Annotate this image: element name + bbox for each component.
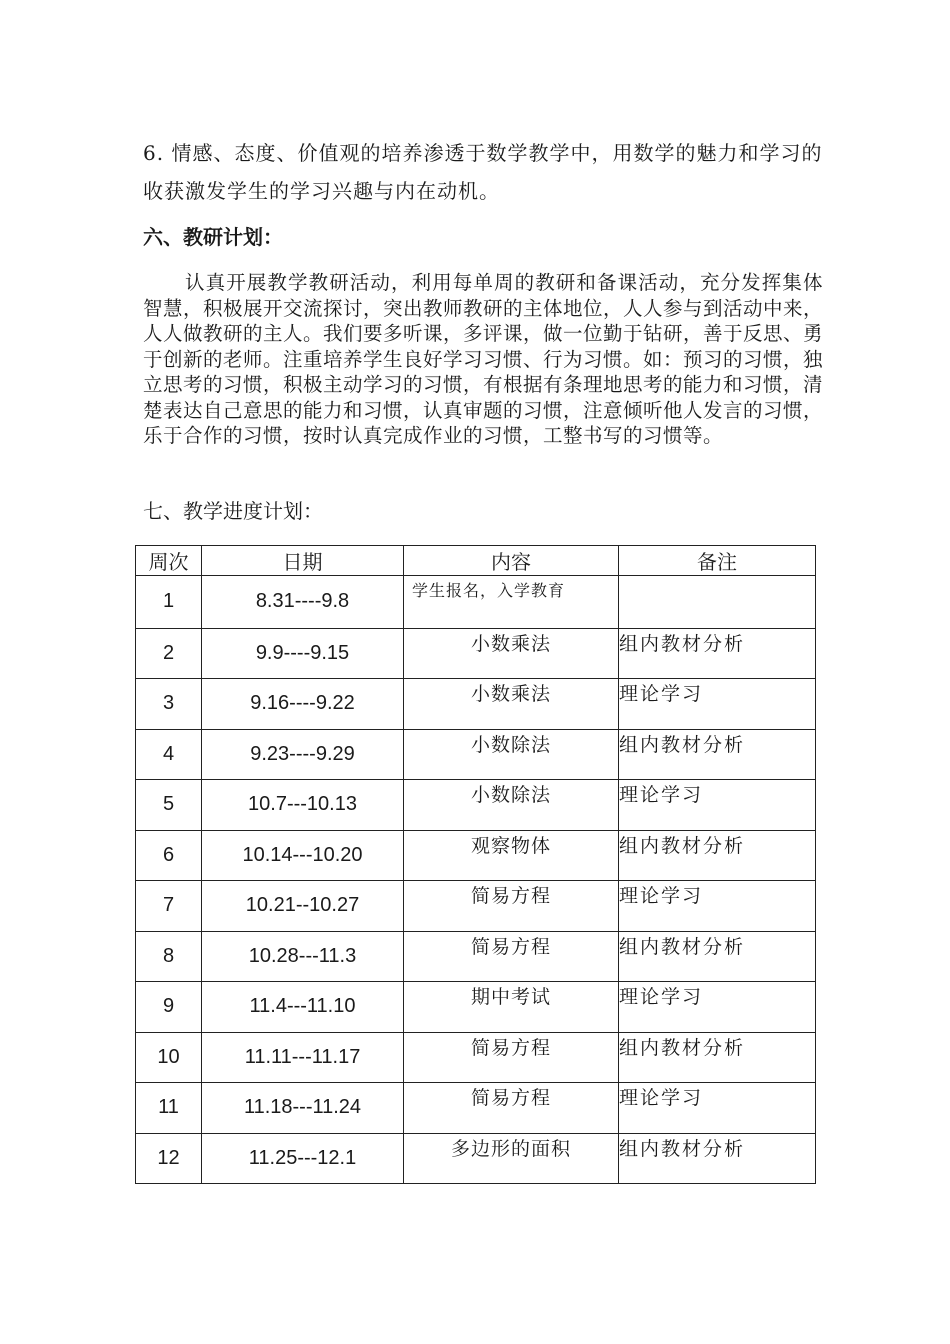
date-cell: 11.11---11.17 <box>202 1032 404 1083</box>
schedule-table <box>135 545 816 1184</box>
content-cell: 小数乘法 <box>404 628 619 679</box>
schedule-heading: 七、教学进度计划： <box>143 499 323 523</box>
week-cell: 6 <box>136 830 202 881</box>
table-row <box>136 628 816 679</box>
week-cell: 4 <box>136 729 202 780</box>
research-plan-heading: 六、教研计划： <box>143 225 283 249</box>
week-cell: 7 <box>136 881 202 932</box>
table-row <box>136 576 816 629</box>
content-cell: 简易方程 <box>404 931 619 982</box>
table-row <box>136 1032 816 1083</box>
date-cell: 8.31----9.8 <box>202 576 404 629</box>
date-cell: 11.4---11.10 <box>202 982 404 1033</box>
note-cell: 理论学习 <box>619 1083 816 1134</box>
note-cell: 理论学习 <box>619 679 816 730</box>
note-cell: 组内教材分析 <box>619 628 816 679</box>
table-row <box>136 931 816 982</box>
date-cell: 9.23----9.29 <box>202 729 404 780</box>
content-cell: 小数乘法 <box>404 679 619 730</box>
content-cell: 小数除法 <box>404 780 619 831</box>
date-cell: 9.9----9.15 <box>202 628 404 679</box>
date-cell: 10.7---10.13 <box>202 780 404 831</box>
section6-item-paragraph: 6. 情感、态度、价值观的培养渗透于数学教学中，用数学的魅力和学习的收获激发学生的学习兴趣与内在动机。 <box>143 141 823 203</box>
date-cell: 10.21--10.27 <box>202 881 404 932</box>
note-cell: 理论学习 <box>619 780 816 831</box>
note-cell: 组内教材分析 <box>619 830 816 881</box>
week-cell: 8 <box>136 931 202 982</box>
note-cell <box>619 576 816 629</box>
date-cell: 11.18---11.24 <box>202 1083 404 1134</box>
content-cell: 简易方程 <box>404 1083 619 1134</box>
note-cell: 理论学习 <box>619 881 816 932</box>
content-cell: 多边形的面积 <box>404 1133 619 1184</box>
column-header-content: 内容 <box>404 546 619 576</box>
content-cell: 观察物体 <box>404 830 619 881</box>
week-cell: 3 <box>136 679 202 730</box>
week-cell: 5 <box>136 780 202 831</box>
table-row <box>136 982 816 1033</box>
note-cell: 理论学习 <box>619 982 816 1033</box>
week-cell: 12 <box>136 1133 202 1184</box>
schedule-header-row <box>136 546 816 576</box>
date-cell: 10.28---11.3 <box>202 931 404 982</box>
column-header-date: 日期 <box>202 546 404 576</box>
table-row <box>136 881 816 932</box>
date-cell: 11.25---12.1 <box>202 1133 404 1184</box>
content-cell: 简易方程 <box>404 881 619 932</box>
date-cell: 10.14---10.20 <box>202 830 404 881</box>
note-cell: 组内教材分析 <box>619 931 816 982</box>
content-cell: 小数除法 <box>404 729 619 780</box>
week-cell: 11 <box>136 1083 202 1134</box>
note-cell: 组内教材分析 <box>619 1032 816 1083</box>
table-row <box>136 830 816 881</box>
content-cell: 学生报名，入学教育 <box>404 576 619 629</box>
note-cell: 组内教材分析 <box>619 729 816 780</box>
column-header-week: 周次 <box>136 546 202 576</box>
column-header-note: 备注 <box>619 546 816 576</box>
note-cell: 组内教材分析 <box>619 1133 816 1184</box>
table-row <box>136 1083 816 1134</box>
table-row <box>136 1133 816 1184</box>
date-cell: 9.16----9.22 <box>202 679 404 730</box>
table-row <box>136 780 816 831</box>
week-cell: 1 <box>136 576 202 629</box>
content-cell: 期中考试 <box>404 982 619 1033</box>
content-cell: 简易方程 <box>404 1032 619 1083</box>
table-row <box>136 679 816 730</box>
week-cell: 10 <box>136 1032 202 1083</box>
table-row <box>136 729 816 780</box>
week-cell: 2 <box>136 628 202 679</box>
week-cell: 9 <box>136 982 202 1033</box>
research-plan-paragraph: 认真开展教学教研活动，利用每单周的教研和备课活动，充分发挥集体智慧，积极展开交流探讨，突出教师教研的主体地位，人人参与到活动中来，人人做教研的主人。我们要多听课，多评课，做一位勤于钻研，善于反思、勇于创新的老师。注重培养学生良好学习习惯、行为习惯。如：预习的习惯，独立思考的习惯，积极主动学习的习惯，有根据有条理地思考的能力和习惯，清楚表达自己意思的能力和习惯，认真审题的习惯，注意倾听他人发言的习惯，乐于合作的习惯，按时认真完成作业的习惯，工整书写的习惯等。 <box>143 271 824 447</box>
